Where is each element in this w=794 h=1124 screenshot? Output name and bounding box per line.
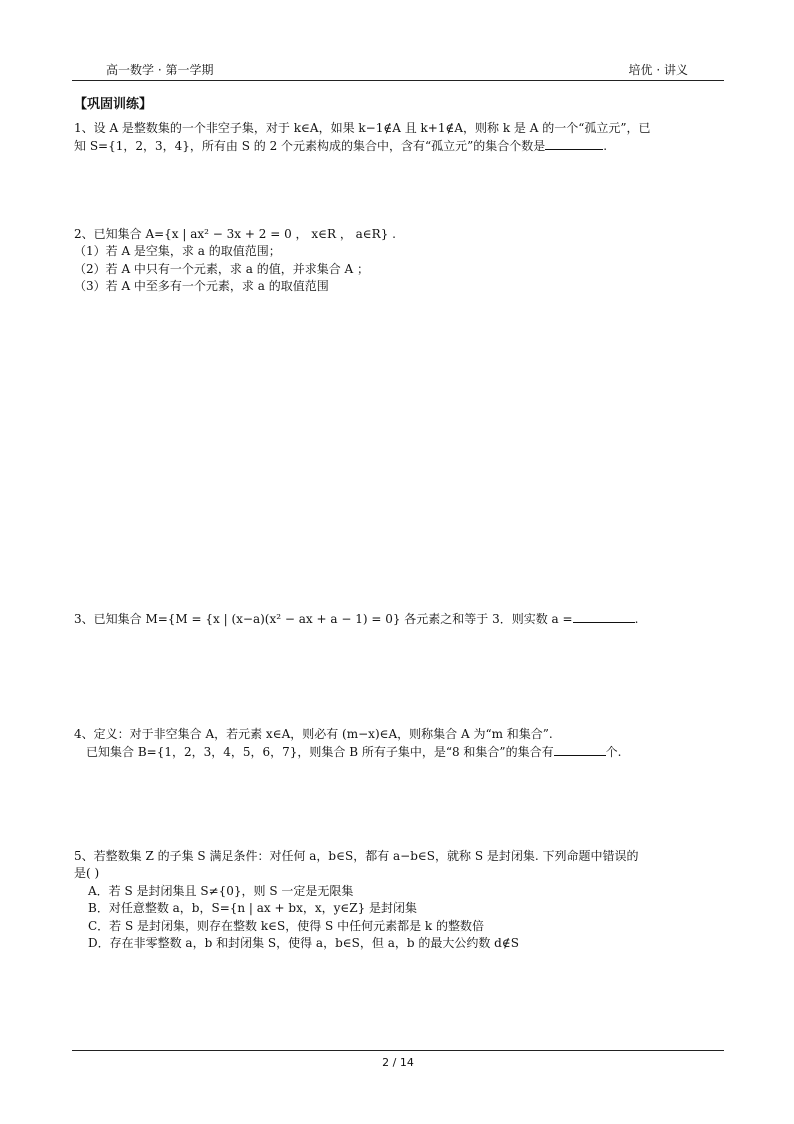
question-3-line — [74, 610, 724, 628]
answer-blank — [554, 743, 606, 756]
header-course-title: 高一数学 · 第一学期 — [106, 63, 214, 77]
answer-blank — [573, 610, 635, 623]
question-2-part-1: （1）若 A 是空集，求 a 的取值范围； — [74, 244, 281, 259]
question-3 — [74, 610, 724, 628]
question-2-stem: 2、已知集合 A={x | ax² − 3x + 2 = 0 ， x∈R ， a∈R} . — [74, 227, 396, 241]
question-4-end: 个. — [605, 745, 622, 760]
question-4 — [74, 726, 724, 762]
option-b: B．对任意整数 a，b，S={n | ax + bx，x，y∈Z} 是封闭集 — [88, 901, 418, 916]
question-2-part-2: （2）若 A 中只有一个元素，求 a 的值，并求集合 A ； — [74, 261, 370, 276]
question-2-part-3: （3）若 A 中至多有一个元素，求 a 的取值范围 — [74, 279, 329, 294]
question-4-text: 已知集合 B={1，2，3，4，5，6，7}，则集合 B 所有子集中，是“8 和集合”的集合有 — [86, 745, 554, 760]
header-doc-type: 培优 · 讲义 — [628, 63, 688, 77]
question-2 — [74, 226, 724, 296]
section-title: 【巩固训练】 — [74, 97, 153, 112]
question-4-line-2 — [74, 743, 724, 761]
question-3-end: . — [634, 612, 639, 626]
answer-blank — [545, 137, 603, 150]
option-d: D．存在非零整数 a，b 和封闭集 S，使得 a，b∈S，但 a，b 的最大公约数 d∉S — [88, 935, 519, 950]
question-5 — [74, 848, 724, 952]
question-5-line-1: 5、若整数集 Z 的子集 S 满足条件：对任何 a，b∈S，都有 a−b∈S，就称 S 是封闭集. 下列命题中错误的 — [74, 849, 639, 863]
option-c: C．若 S 是封闭集，则存在整数 k∈S，使得 S 中任何元素都是 k 的整数倍 — [88, 918, 484, 933]
option-a: A．若 S 是封闭集且 S≠{0}，则 S 一定是无限集 — [88, 883, 354, 898]
page-number: 2 / 14 — [382, 1056, 414, 1069]
question-5-line-2: 是( ) — [74, 866, 100, 881]
question-1-text: 知 S={1，2，3，4}，所有由 S 的 2 个元素构成的集合中，含有“孤立元”的集合个数是 — [74, 139, 546, 154]
question-4-line-1: 4、定义：对于非空集合 A，若元素 x∈A，则必有 (m−x)∈A，则称集合 A 为“m 和集合”. — [74, 727, 553, 741]
question-1-line-2 — [74, 137, 724, 155]
page-header — [72, 60, 724, 81]
question-3-stem: 3、已知集合 M={M = {x | (x−a)(x² − ax + a − 1) = 0} 各元素之和等于 3．则实数 a = — [74, 612, 573, 626]
question-1-line-1: 1、设 A 是整数集的一个非空子集，对于 k∈A，如果 k−1∉A 且 k+1∉A，则称 k 是 A 的一个“孤立元”，已 — [74, 121, 651, 135]
question-1 — [74, 120, 724, 156]
question-1-end: . — [603, 139, 608, 154]
page-footer — [72, 1050, 724, 1071]
